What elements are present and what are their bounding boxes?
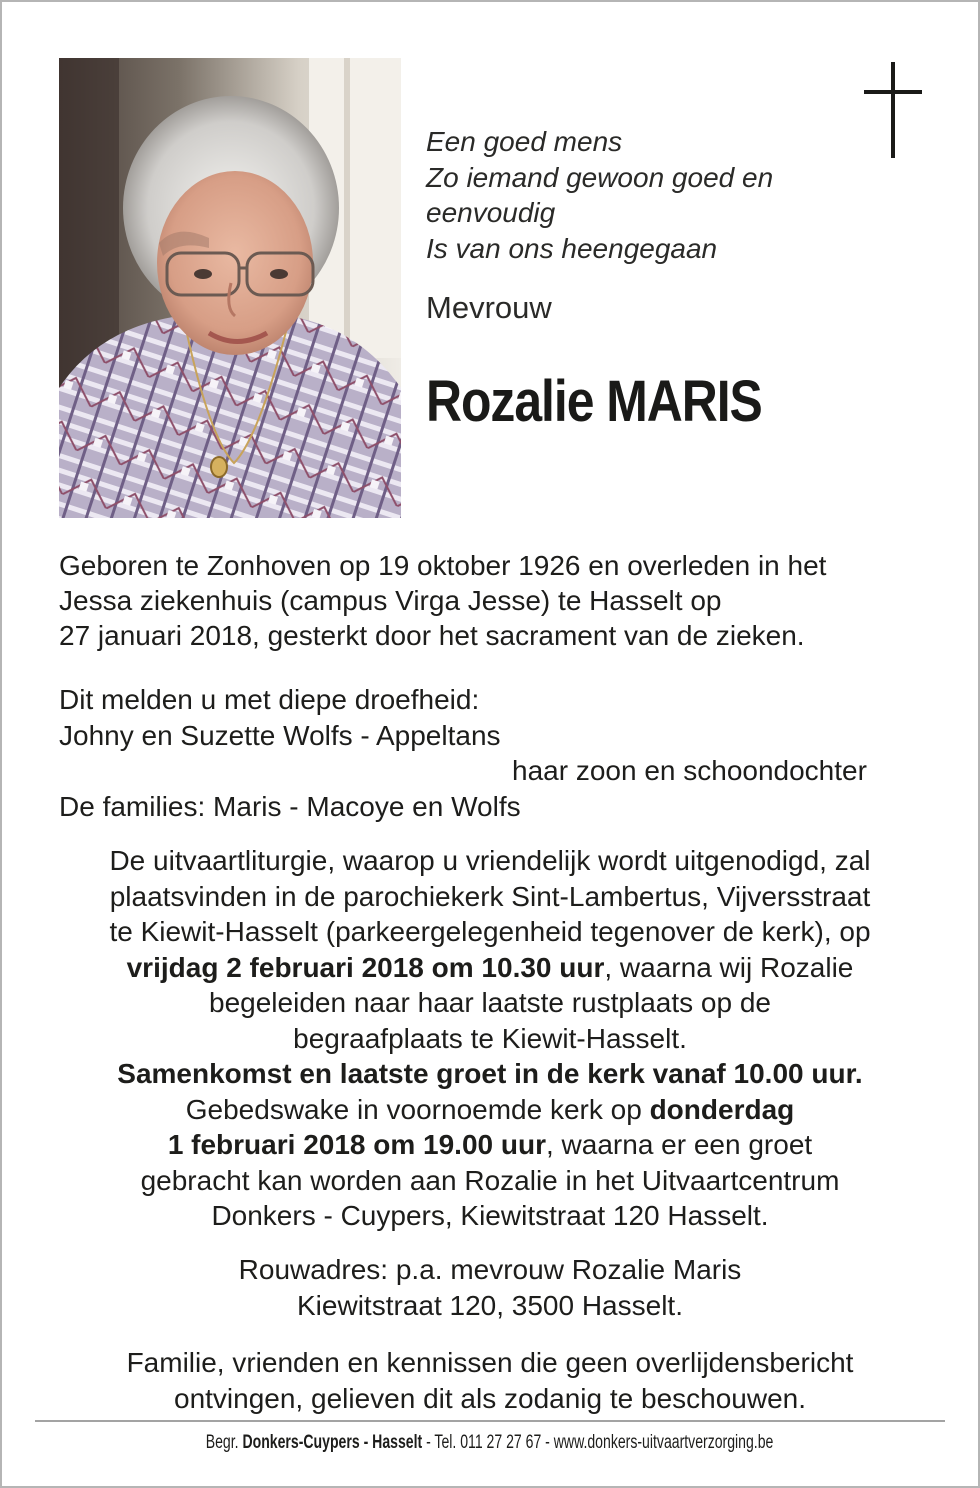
birth-line: 27 januari 2018, gesterkt door het sacrament van de zieken. xyxy=(59,620,805,651)
liturgy-line: plaatsvinden in de parochiekerk Sint-Lambertus, Vijversstraat xyxy=(109,880,871,912)
liturgy-line xyxy=(40,1092,940,1128)
funeral-home-name: Donkers-Cuypers - Hasselt xyxy=(242,1432,423,1453)
liturgy-line: begeleiden naar haar laatste rustplaats op de xyxy=(209,987,771,1018)
mourning-address xyxy=(40,1252,940,1323)
liturgy-text: , waarna wij Rozalie xyxy=(604,951,854,983)
liturgy-line xyxy=(40,950,940,986)
family-relation: haar zoon en schoondochter xyxy=(512,755,867,786)
poem-line: Een goed mens xyxy=(426,126,623,157)
funeral-home-footer xyxy=(0,1432,980,1454)
portrait-photo xyxy=(59,58,401,518)
poem-line: eenvoudig xyxy=(426,197,556,228)
address-line: Rouwadres: p.a. mevrouw Rozalie Maris xyxy=(238,1254,742,1285)
latin-cross-icon xyxy=(864,62,922,158)
family-announcement xyxy=(59,682,939,824)
liturgy-line: te Kiewit-Hasselt (parkeergelegenheid tegenover de kerk), op xyxy=(109,916,871,947)
birth-line: Geboren te Zonhoven op 19 oktober 1926 en overleden in het xyxy=(59,550,827,581)
liturgy-line: De uitvaartliturgie, waarop u vriendelijk wordt uitgenodigd, zal xyxy=(109,845,871,876)
liturgy-line: gebracht kan worden aan Rozalie in het Uitvaartcentrum xyxy=(140,1164,840,1196)
liturgy-text: Gebedswake in voornoemde kerk op xyxy=(185,1093,650,1125)
funeral-details xyxy=(40,843,940,1234)
address-line: Kiewitstraat 120, 3500 Hasselt. xyxy=(297,1289,683,1321)
birth-line: Jessa ziekenhuis (campus Virga Jesse) te Hasselt op xyxy=(59,585,722,616)
liturgy-line: begraafplaats te Kiewit-Hasselt. xyxy=(293,1022,687,1054)
vigil-day: donderdag xyxy=(649,1093,795,1125)
footer-contact: - Tel. 011 27 27 67 - www.donkers-uitvaartverzorging.be xyxy=(422,1432,774,1453)
footer-divider xyxy=(35,1420,945,1422)
family-families: De families: Maris - Macoye en Wolfs xyxy=(59,790,521,822)
liturgy-line xyxy=(40,1127,940,1163)
vigil-date: 1 februari 2018 om 19.00 uur xyxy=(167,1129,546,1160)
poem xyxy=(426,124,856,266)
poem-line: Is van ons heengegaan xyxy=(426,232,718,264)
poem-line: Zo iemand gewoon goed en xyxy=(426,161,774,193)
family-intro: Dit melden u met diepe droefheid: xyxy=(59,684,480,715)
notice-line: Familie, vrienden en kennissen die geen overlijdensbericht xyxy=(126,1347,854,1378)
family-son: Johny en Suzette Wolfs - Appeltans xyxy=(59,719,501,751)
liturgy-line xyxy=(40,1056,940,1092)
liturgy-text: , waarna er een groet xyxy=(546,1129,813,1160)
notice-paragraph xyxy=(40,1345,940,1416)
deceased-title: Mevrouw xyxy=(426,290,552,325)
funeral-date: vrijdag 2 februari 2018 om 10.30 uur xyxy=(126,951,605,983)
deceased-name: Rozalie MARIS xyxy=(426,369,762,434)
footer-prefix: Begr. xyxy=(206,1432,243,1453)
liturgy-line: Donkers - Cuypers, Kiewitstraat 120 Hasselt. xyxy=(211,1200,769,1231)
notice-line: ontvingen, gelieven dit als zodanig te beschouwen. xyxy=(174,1382,806,1414)
birth-death-paragraph xyxy=(59,548,939,653)
gathering-time: Samenkomst en laatste groet in de kerk vanaf 10.00 uur. xyxy=(117,1058,863,1089)
